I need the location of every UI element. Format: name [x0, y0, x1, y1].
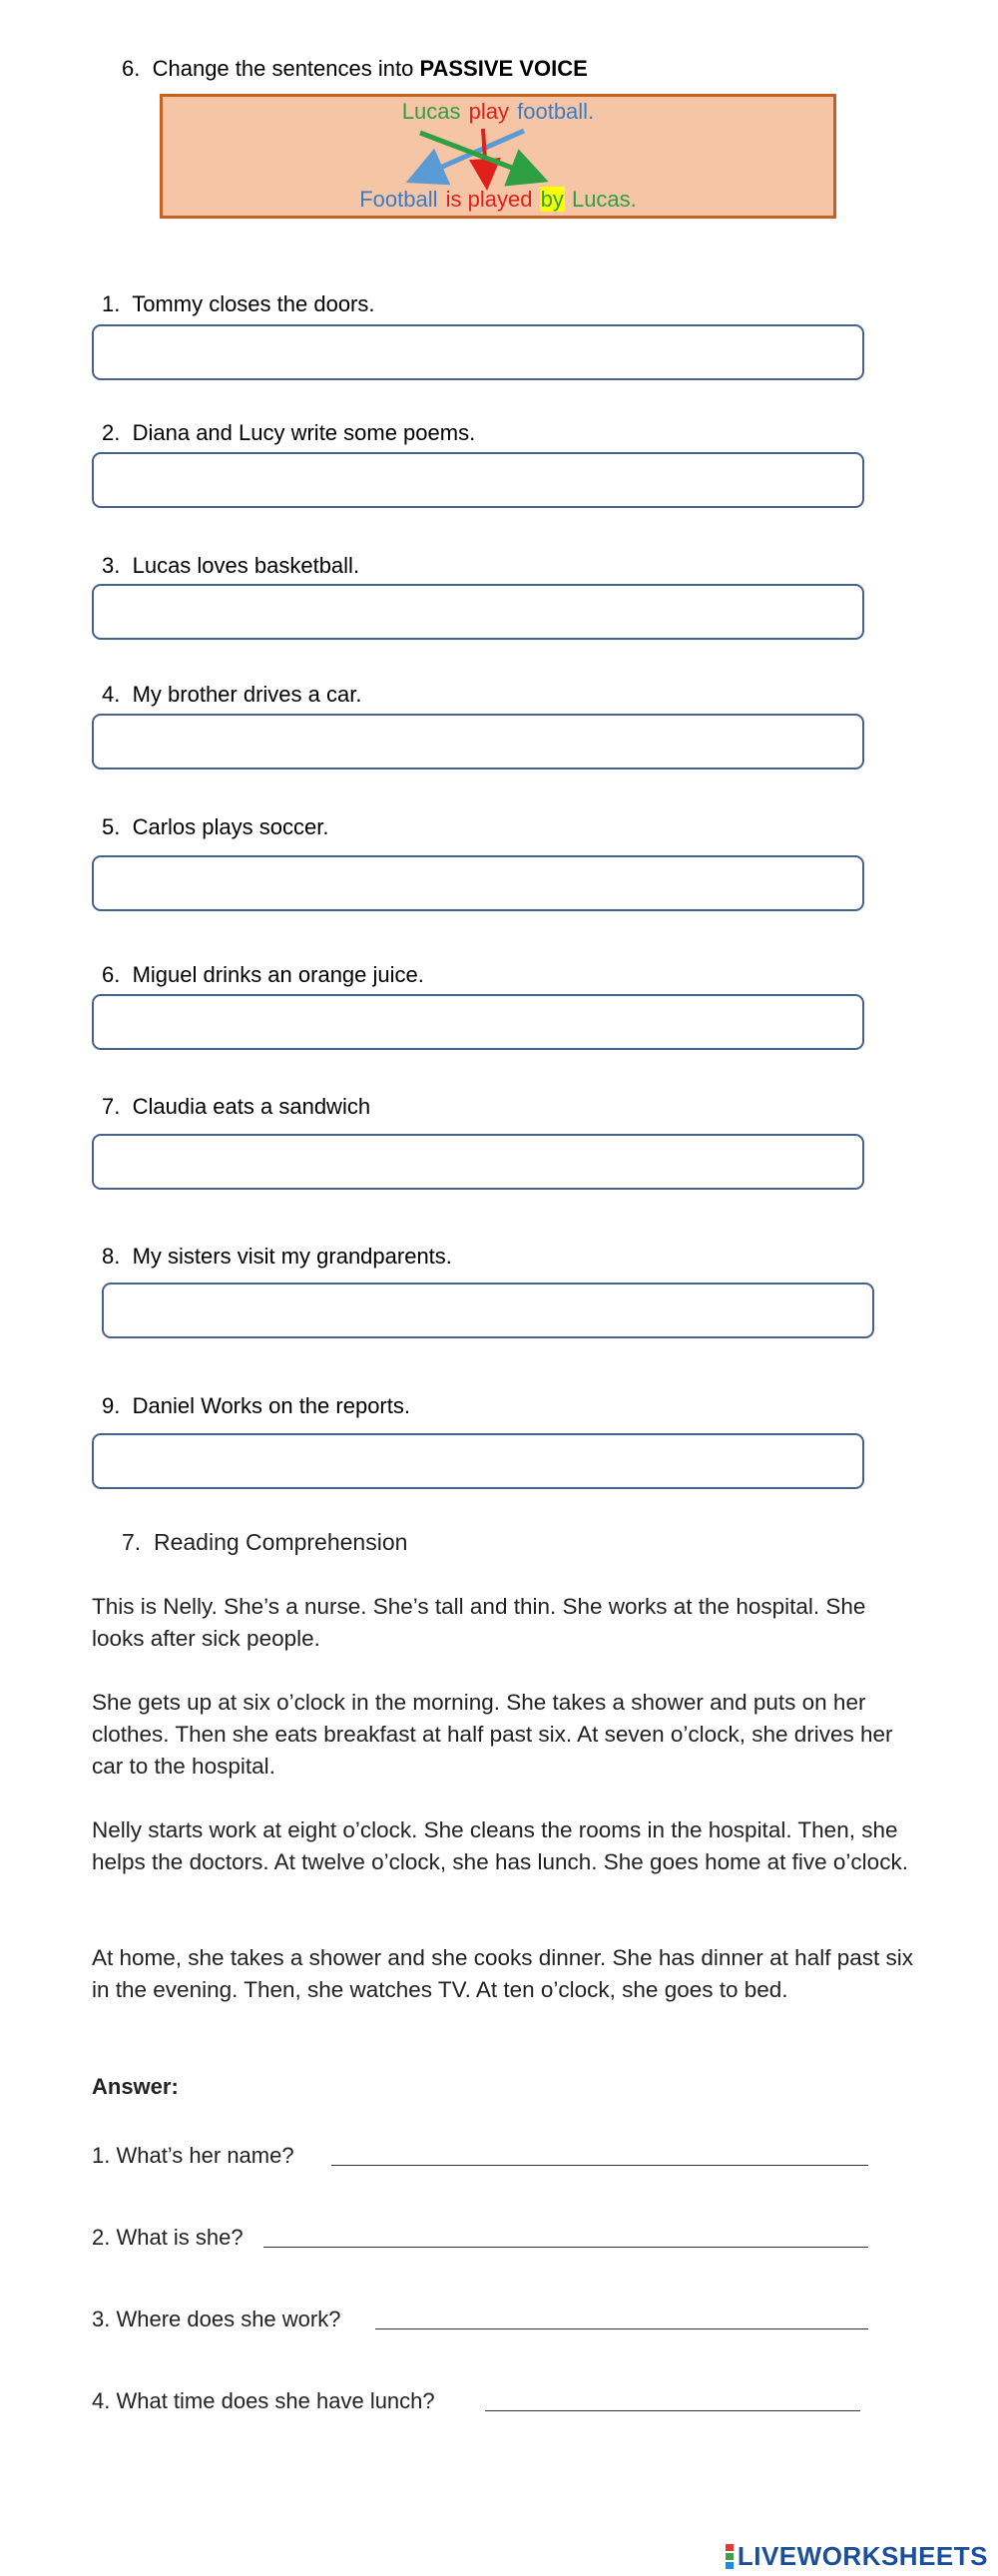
question-9-label: [102, 1393, 410, 1419]
question-number: 5.: [102, 814, 121, 839]
arrow-red: [483, 129, 486, 175]
question-text: My brother drives a car.: [132, 682, 362, 707]
question-number: 8.: [102, 1244, 121, 1269]
answer-input-2[interactable]: [92, 452, 864, 508]
reading-text: This is Nelly. She’s a nurse. She’s tall and thin. She works at the hospital. She looks after sick people.: [92, 1594, 866, 1651]
section-7-title: [122, 1529, 407, 1556]
answer-input-8[interactable]: [102, 1283, 874, 1338]
question-number: 4.: [102, 682, 121, 707]
answer-question-1: 1. What’s her name?: [92, 2143, 294, 2168]
answer-line-1[interactable]: [331, 2165, 868, 2166]
question-number: 3.: [102, 553, 121, 578]
question-text: Carlos plays soccer.: [132, 814, 329, 839]
answer-input-5[interactable]: [92, 855, 864, 911]
example-passive-agent: Lucas.: [571, 187, 637, 212]
section-6-title: [122, 56, 588, 82]
question-number: 6.: [102, 962, 121, 987]
question-4-label: [102, 682, 361, 708]
answer-input-3[interactable]: [92, 584, 864, 640]
answer-input-1[interactable]: [92, 324, 864, 380]
question-text: Miguel drinks an orange juice.: [132, 962, 424, 987]
answer-question-4: 4. What time does she have lunch?: [92, 2388, 435, 2413]
example-passive-subject: Football: [359, 187, 438, 212]
answer-line-2[interactable]: [263, 2247, 868, 2248]
question-number: 9.: [102, 1393, 121, 1418]
question-number: 7.: [102, 1094, 121, 1119]
question-3-label: [102, 553, 359, 579]
reading-text: Nelly starts work at eight o’clock. She cleans the rooms in the hospital. Then, she helps the doctors. At twelve o’clock, she has lunch. She goes home at five o’clock.: [92, 1817, 908, 1874]
question-5-label: [102, 814, 328, 840]
question-2-label: [102, 420, 475, 446]
question-text: Claudia eats a sandwich: [132, 1094, 371, 1119]
answer-line-3[interactable]: [375, 2328, 868, 2329]
answer-heading: Answer:: [92, 2074, 179, 2099]
question-text: Daniel Works on the reports.: [132, 1393, 410, 1418]
logo-text: LIVEWORKSHEETS: [737, 2541, 988, 2571]
reading-paragraph-4: [92, 1942, 920, 2006]
example-passive-sentence: [163, 187, 833, 213]
question-number: 1.: [102, 291, 121, 316]
answer-input-9[interactable]: [92, 1433, 864, 1489]
example-active-object: football.: [517, 99, 595, 124]
question-text: Lucas loves basketball.: [132, 553, 360, 578]
example-active-verb: play: [468, 99, 509, 124]
example-active-subject: Lucas: [401, 99, 461, 124]
question-6-label: [102, 962, 424, 988]
answer-input-4[interactable]: [92, 714, 864, 770]
section-7-number: 7.: [122, 1529, 142, 1555]
question-8-label: [102, 1244, 452, 1270]
answer-line-4[interactable]: [485, 2410, 860, 2411]
question-number: 2.: [102, 420, 121, 445]
section-6-number: 6.: [122, 56, 141, 81]
question-text: Diana and Lucy write some poems.: [132, 420, 476, 445]
reading-text: She gets up at six o’clock in the morning. She takes a shower and puts on her clothes. Then she eats breakfast at half past six. At seven o’clock, she drives her car to the hospital.: [92, 1690, 893, 1779]
section-6-title-bold: PASSIVE VOICE: [419, 56, 588, 81]
example-passive-verb: is played: [445, 187, 533, 212]
reading-paragraph-2: [92, 1687, 920, 1783]
answer-input-6[interactable]: [92, 994, 864, 1050]
passive-voice-example: [160, 94, 836, 219]
section-6-title-text: Change the sentences into: [152, 56, 420, 81]
answer-input-7[interactable]: [92, 1134, 864, 1190]
liveworksheets-logo: [726, 2541, 988, 2572]
answer-question-3: 3. Where does she work?: [92, 2307, 341, 2331]
example-passive-by: by: [540, 187, 564, 212]
question-1-label: [102, 291, 375, 317]
question-7-label: [102, 1094, 370, 1120]
section-7-title-text: Reading Comprehension: [153, 1529, 408, 1555]
answer-question-2: 2. What is she?: [92, 2225, 244, 2250]
reading-paragraph-3: [92, 1814, 920, 1878]
question-text: Tommy closes the doors.: [132, 291, 375, 316]
question-text: My sisters visit my grandparents.: [132, 1244, 452, 1269]
liveworksheets-logo-icon: [726, 2543, 734, 2570]
reading-text: At home, she takes a shower and she cooks dinner. She has dinner at half past six in the evening. Then, she watches TV. At ten o’clock, she goes to bed.: [92, 1945, 913, 2002]
reading-paragraph-1: [92, 1591, 920, 1655]
